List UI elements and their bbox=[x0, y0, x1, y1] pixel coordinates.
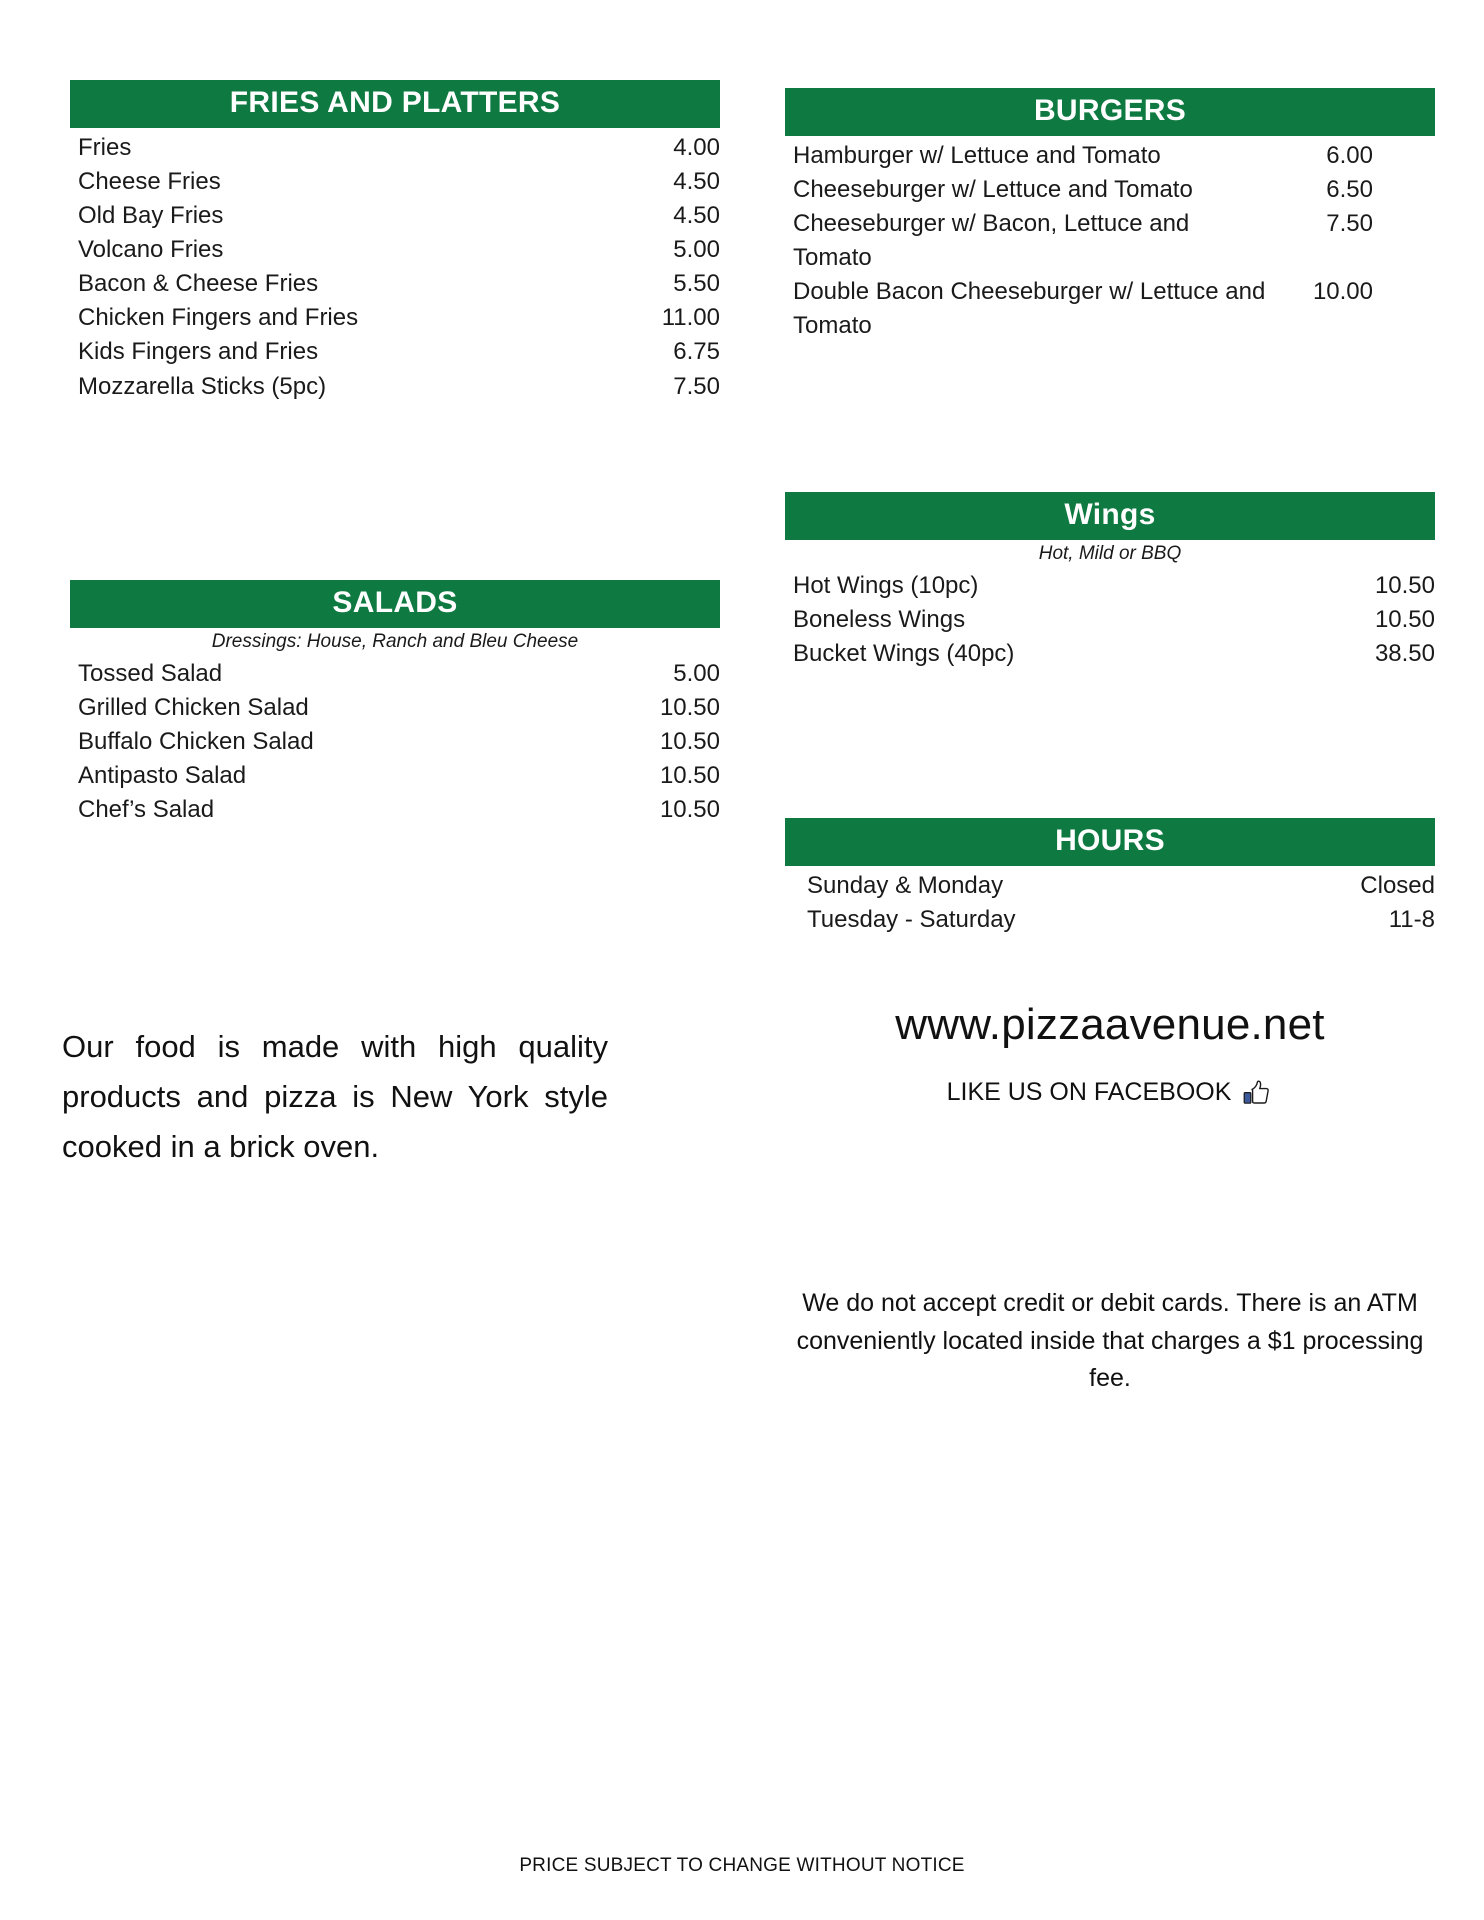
menu-item-row bbox=[785, 569, 1435, 603]
menu-item-row bbox=[70, 759, 720, 793]
menu-item-row bbox=[70, 691, 720, 725]
menu-item-row bbox=[70, 335, 720, 369]
menu-item-row bbox=[785, 173, 1435, 207]
menu-item-row bbox=[70, 725, 720, 759]
item-name: Boneless Wings bbox=[793, 606, 966, 634]
menu-item-row bbox=[70, 165, 720, 199]
item-price: 10.50 bbox=[1374, 606, 1435, 634]
wings-item-list bbox=[785, 566, 1435, 671]
item-name: Bucket Wings (40pc) bbox=[793, 640, 1015, 668]
price-disclaimer: PRICE SUBJECT TO CHANGE WITHOUT NOTICE bbox=[519, 1855, 965, 1876]
item-name: Cheese Fries bbox=[78, 168, 221, 196]
item-name: Bacon & Cheese Fries bbox=[78, 270, 319, 298]
menu-item-row bbox=[70, 199, 720, 233]
item-price: 7.50 bbox=[673, 372, 720, 400]
item-price: 10.50 bbox=[659, 796, 720, 824]
quality-blurb: Our food is made with high quality products and pizza is New York style cooked in a brick oven. bbox=[62, 1029, 608, 1165]
hours-row bbox=[785, 903, 1435, 937]
hours-time: 11-8 bbox=[1388, 906, 1435, 934]
menu-item-row bbox=[70, 793, 720, 827]
item-price: 11.00 bbox=[661, 304, 720, 332]
website-url[interactable]: www.pizzaavenue.net bbox=[895, 1000, 1325, 1049]
item-name: Cheeseburger w/ Lettuce and Tomato bbox=[793, 176, 1193, 204]
right-column bbox=[785, 88, 1435, 934]
menu-item-row bbox=[785, 603, 1435, 637]
item-name: Antipasto Salad bbox=[78, 762, 247, 790]
item-price: 38.50 bbox=[1374, 640, 1435, 668]
item-price: 5.50 bbox=[673, 270, 720, 298]
item-name: Hot Wings (10pc) bbox=[793, 572, 979, 599]
item-price: 4.00 bbox=[673, 134, 720, 161]
item-price: 5.00 bbox=[673, 660, 720, 687]
payment-note: We do not accept credit or debit cards. There is an ATM conveniently located inside that charges a $1 processing fee. bbox=[796, 1289, 1424, 1392]
item-price: 5.00 bbox=[673, 236, 720, 264]
menu-item-row bbox=[70, 267, 720, 301]
item-price: 10.50 bbox=[659, 728, 720, 756]
item-name: Chicken Fingers and Fries bbox=[78, 304, 359, 332]
menu-item-row bbox=[70, 131, 720, 165]
item-name: Hamburger w/ Lettuce and Tomato bbox=[793, 142, 1161, 169]
section-title-fries: FRIES AND PLATTERS bbox=[70, 80, 720, 128]
item-name: Grilled Chicken Salad bbox=[78, 694, 309, 722]
item-price: 10.50 bbox=[1374, 572, 1435, 599]
section-title-salads: SALADS bbox=[70, 580, 720, 628]
thumbs-up-icon bbox=[1243, 1080, 1273, 1106]
facebook-callout[interactable] bbox=[785, 1078, 1435, 1107]
item-price: 10.00 bbox=[1312, 278, 1373, 306]
burgers-item-list bbox=[785, 136, 1435, 343]
hours-days: Sunday & Monday bbox=[807, 872, 1004, 899]
item-name: Cheeseburger w/ Bacon, Lettuce and Tomato bbox=[793, 210, 1190, 272]
menu-item-row bbox=[785, 207, 1435, 275]
menu-item-row bbox=[785, 139, 1435, 173]
item-name: Chef’s Salad bbox=[78, 796, 215, 824]
section-hours bbox=[785, 818, 1435, 937]
menu-item-row bbox=[785, 637, 1435, 671]
hours-list bbox=[785, 866, 1435, 937]
section-title-hours: HOURS bbox=[785, 818, 1435, 866]
salads-dressings-note: Dressings: House, Ranch and Bleu Cheese bbox=[211, 631, 579, 652]
item-price: 7.50 bbox=[1326, 210, 1373, 238]
section-title-burgers: BURGERS bbox=[785, 88, 1435, 136]
fries-item-list bbox=[70, 128, 720, 404]
menu-item-row bbox=[70, 370, 720, 404]
hours-row bbox=[785, 869, 1435, 903]
item-name: Fries bbox=[78, 134, 132, 161]
item-name: Tossed Salad bbox=[78, 660, 223, 687]
section-fries-and-platters bbox=[70, 80, 720, 404]
menu-item-row bbox=[70, 301, 720, 335]
wings-flavors-note: Hot, Mild or BBQ bbox=[1038, 543, 1182, 564]
item-name: Double Bacon Cheeseburger w/ Lettuce and Tomato bbox=[793, 278, 1266, 340]
item-name: Kids Fingers and Fries bbox=[78, 338, 319, 366]
section-burgers bbox=[785, 88, 1435, 343]
item-price: 6.50 bbox=[1326, 176, 1373, 204]
hours-time: Closed bbox=[1360, 872, 1435, 899]
section-title-wings: Wings bbox=[785, 492, 1435, 540]
facebook-label: LIKE US ON FACEBOOK bbox=[946, 1078, 1232, 1106]
item-price: 4.50 bbox=[673, 168, 720, 196]
section-salads bbox=[70, 580, 720, 827]
item-name: Old Bay Fries bbox=[78, 202, 224, 230]
item-price: 6.75 bbox=[673, 338, 720, 366]
item-name: Mozzarella Sticks (5pc) bbox=[78, 372, 327, 400]
item-name: Volcano Fries bbox=[78, 236, 224, 264]
item-price: 10.50 bbox=[659, 694, 720, 722]
hours-days: Tuesday - Saturday bbox=[807, 906, 1016, 934]
item-price: 10.50 bbox=[659, 762, 720, 790]
section-wings bbox=[785, 492, 1435, 671]
item-name: Buffalo Chicken Salad bbox=[78, 728, 314, 756]
salads-item-list bbox=[70, 654, 720, 827]
item-price: 6.00 bbox=[1326, 142, 1373, 169]
menu-item-row bbox=[70, 657, 720, 691]
menu-item-row bbox=[70, 233, 720, 267]
item-price: 4.50 bbox=[673, 202, 720, 230]
left-column bbox=[70, 80, 720, 824]
menu-item-row bbox=[785, 275, 1435, 343]
